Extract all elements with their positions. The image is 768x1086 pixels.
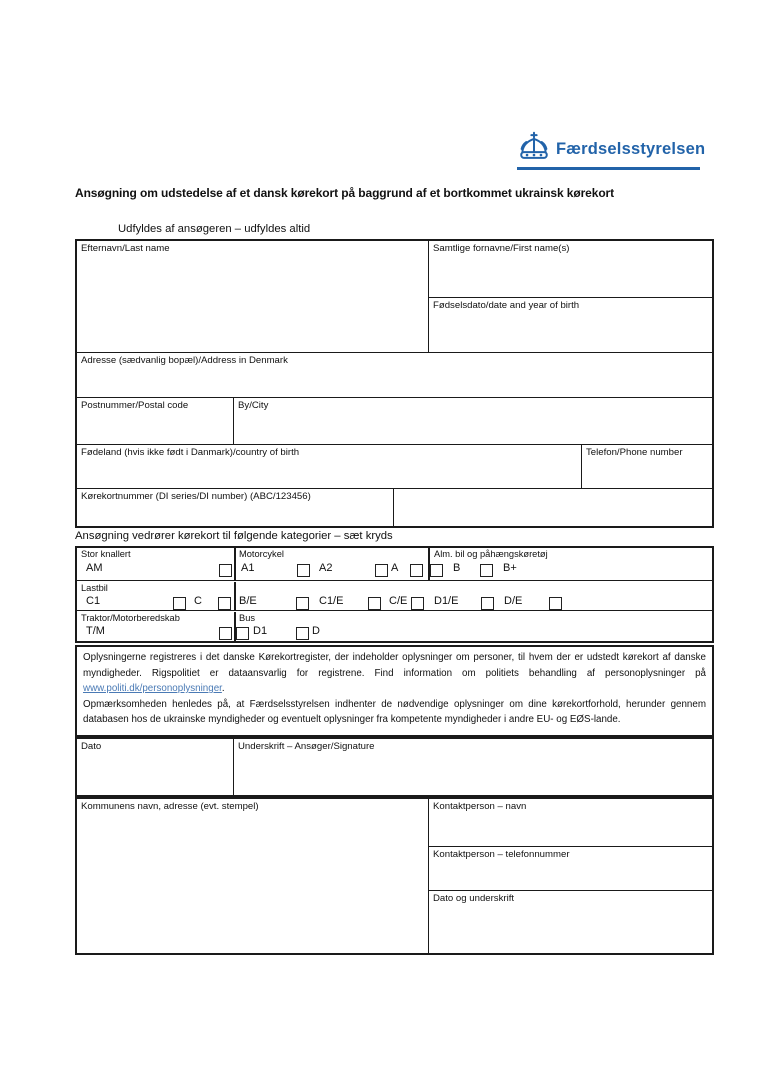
checkbox-a1[interactable] <box>297 564 310 577</box>
category-row-moped-motorcycle-car <box>77 548 712 581</box>
privacy-paragraph-2: Opmærksomheden henledes på, at Færdselsstyrelsen indhenter de nødvendige oplysninger om dine kørekortforhold, herunder gennem databasen hos de ukrainske myndigheder og eventuelt oplysninger fra kompetente myndigheder i andre EU- og EØS-lande. <box>83 698 706 725</box>
category-row-lorry <box>77 582 712 611</box>
field-label: Samtlige fornavne/First name(s) <box>433 243 570 254</box>
field-label: Adresse (sædvanlig bopæl)/Address in Denmark <box>81 355 288 366</box>
field-signature[interactable] <box>234 739 712 795</box>
privacy-text: Oplysningerne registreres i det danske Kørekortregister, der indeholder oplysninger om personer, til hvem der er udstedt kørekort af danske myndigheder. Rigspolitiet er dataansvarlig for registrene. Find information om politiets behandling af personoplysninger på <box>83 652 706 679</box>
field-licence-number-input-cell[interactable] <box>394 489 712 526</box>
logo-wordmark: Færdselsstyrelsen <box>556 140 706 158</box>
field-label: By/City <box>238 400 269 411</box>
category-label-c1e: C1/E <box>319 595 344 607</box>
field-city[interactable] <box>234 398 712 445</box>
category-label-d1e: D1/E <box>434 595 459 607</box>
category-label-be: B/E <box>239 595 257 607</box>
checkbox-am[interactable] <box>219 564 232 577</box>
category-label-a1: A1 <box>241 562 255 574</box>
categories-table <box>75 546 714 643</box>
category-label-am: AM <box>86 562 103 574</box>
category-label-b-plus: B+ <box>503 562 517 574</box>
category-row-tractor-bus <box>77 612 712 641</box>
page-title: Ansøgning om udstedelse af et dansk kørekort på baggrund af et bortkommet ukrainsk kørekort <box>75 186 615 200</box>
field-address[interactable] <box>77 353 712 398</box>
privacy-info-box <box>75 645 714 737</box>
field-label: Dato og underskrift <box>433 893 515 904</box>
field-date-and-signature[interactable] <box>429 891 712 953</box>
category-label-ce: C/E <box>389 595 408 607</box>
signature-table <box>75 737 714 797</box>
category-label-c: C <box>194 595 202 607</box>
field-licence-number-label-cell <box>77 489 394 526</box>
municipality-table <box>75 797 714 955</box>
field-label: Postnummer/Postal code <box>81 400 189 411</box>
checkbox-tm[interactable] <box>219 627 232 640</box>
field-label: Kontaktperson – navn <box>433 801 527 812</box>
group-label-car-trailer: Alm. bil og påhængskøretøj <box>434 549 548 559</box>
group-label-bus: Bus <box>239 613 256 623</box>
checkbox-ce[interactable] <box>411 597 424 610</box>
field-last-name[interactable] <box>77 241 429 353</box>
checkbox-d[interactable] <box>296 627 309 640</box>
field-municipality-name-address[interactable] <box>77 799 429 953</box>
field-contact-name[interactable] <box>429 799 712 847</box>
category-label-d1: D1 <box>253 625 268 637</box>
field-label: Fødselsdato/date and year of birth <box>433 300 580 311</box>
field-date[interactable] <box>77 739 234 795</box>
category-label-a2: A2 <box>319 562 333 574</box>
checkbox-c[interactable] <box>218 597 231 610</box>
group-label-motorcycle: Motorcykel <box>239 549 284 559</box>
field-label: Telefon/Phone number <box>586 447 683 458</box>
applicant-table <box>75 239 714 528</box>
category-label-d: D <box>312 625 320 637</box>
field-birth-date[interactable] <box>429 298 712 353</box>
category-label-de: D/E <box>504 595 523 607</box>
group-label-lorry: Lastbil <box>81 583 108 593</box>
field-label: Fødeland (hvis ikke født i Danmark)/country of birth <box>81 447 300 458</box>
checkbox-b[interactable] <box>430 564 443 577</box>
checkbox-de[interactable] <box>549 597 562 610</box>
applicant-section-heading: Udfyldes af ansøgeren – udfyldes altid <box>118 223 311 235</box>
category-label-c1: C1 <box>86 595 101 607</box>
checkbox-d1e[interactable] <box>481 597 494 610</box>
field-postal-code[interactable] <box>77 398 234 445</box>
category-label-b: B <box>453 562 461 574</box>
logo-underline <box>517 167 700 170</box>
checkbox-c1[interactable] <box>173 597 186 610</box>
checkbox-b-plus[interactable] <box>480 564 493 577</box>
field-first-names[interactable] <box>429 241 712 298</box>
field-country-of-birth[interactable] <box>77 445 582 489</box>
group-label-tractor: Traktor/Motorberedskab <box>81 613 180 623</box>
field-label: Kørekortnummer (DI series/DI number) (ABC/123456) <box>81 491 311 502</box>
field-contact-phone[interactable] <box>429 847 712 892</box>
field-phone[interactable] <box>582 445 712 489</box>
privacy-paragraph-1 <box>83 650 706 697</box>
field-label: Underskrift – Ansøger/Signature <box>238 741 375 752</box>
field-label: Dato <box>81 741 102 752</box>
crown-icon <box>517 131 551 160</box>
privacy-text: . <box>221 683 225 694</box>
category-label-a: A <box>391 562 399 574</box>
checkbox-a2[interactable] <box>375 564 388 577</box>
categories-section-heading: Ansøgning vedrører kørekort til følgende kategorier – sæt kryds <box>75 530 393 542</box>
field-label: Kommunens navn, adresse (evt. stempel) <box>81 801 259 812</box>
privacy-link[interactable]: www.politi.dk/personoplysninger <box>83 683 222 694</box>
field-label: Efternavn/Last name <box>81 243 170 254</box>
field-label: Kontaktperson – telefonnummer <box>433 848 570 860</box>
checkbox-c1e[interactable] <box>368 597 381 610</box>
category-label-tm: T/M <box>86 625 105 637</box>
checkbox-a[interactable] <box>410 564 423 577</box>
group-label-moped: Stor knallert <box>81 549 131 559</box>
checkbox-be[interactable] <box>296 597 309 610</box>
checkbox-d1[interactable] <box>236 627 249 640</box>
